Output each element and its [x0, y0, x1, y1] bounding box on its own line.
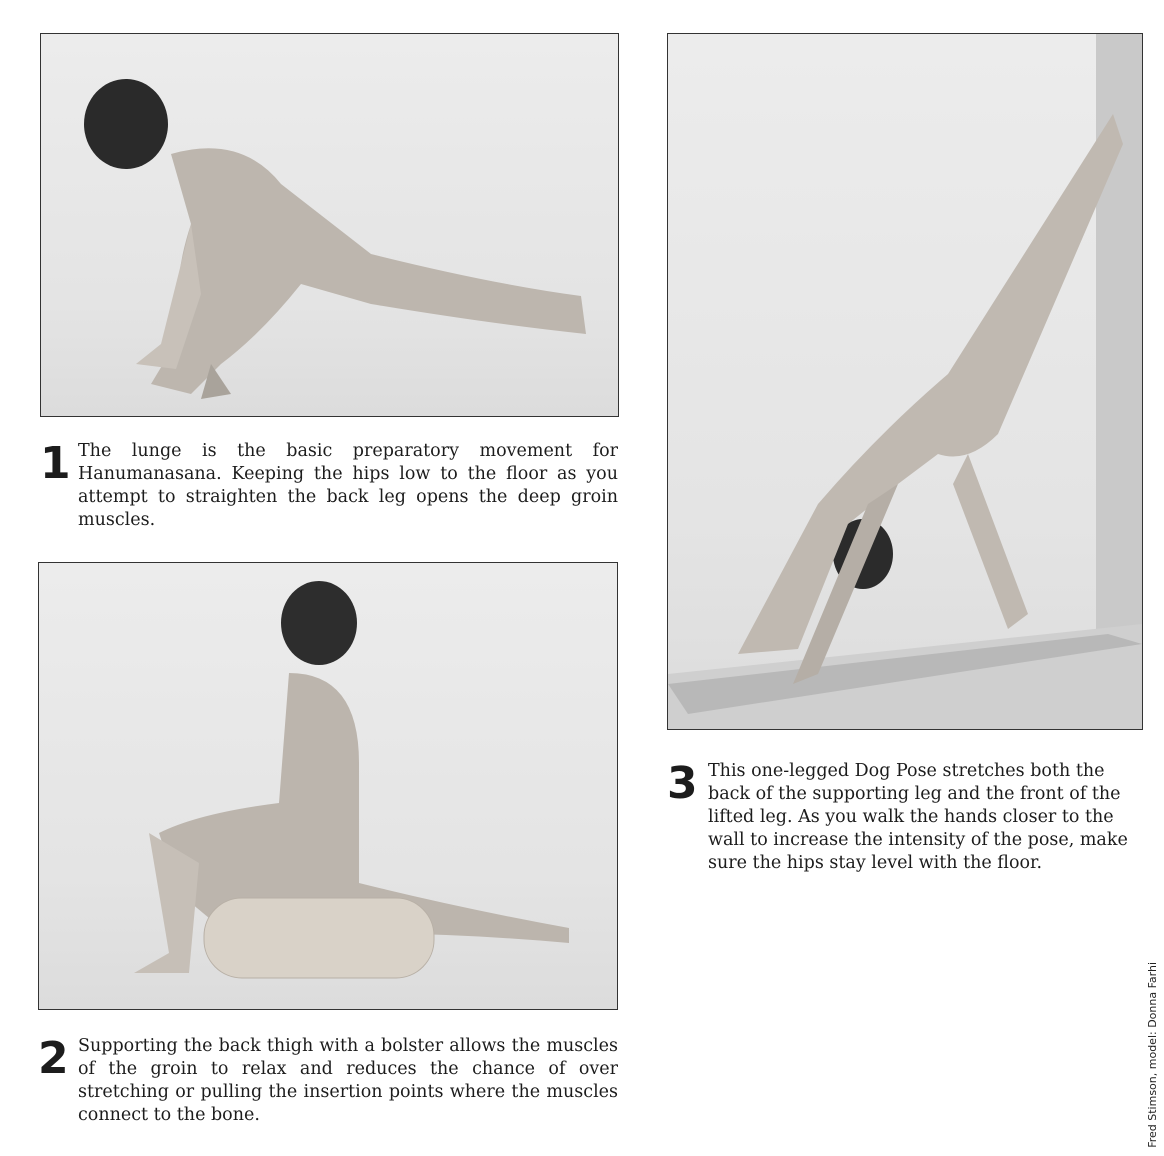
figure-number: 3: [667, 758, 698, 809]
figure-2-caption: [38, 1035, 618, 1127]
photo-one-legged-dog: [667, 33, 1143, 730]
photo-lunge: [40, 33, 619, 417]
photo-bolster-lunge: [38, 562, 618, 1010]
caption-text: The lunge is the basic preparatory movement for Hanumanasana. Keeping the hips low to the floor as you attempt to straighten the back leg opens the deep groin muscles.: [78, 441, 618, 530]
photo-credit: Fred Stimson, model: Donna Farhi: [1146, 962, 1159, 1148]
bolster-figure-illustration: [39, 563, 617, 1009]
caption-text: Supporting the back thigh with a bolster allows the muscles of the groin to relax and reduces the chance of over stretching or pulling the insertion points where the muscles connect to the bone.: [78, 1036, 618, 1125]
dog-pose-figure-illustration: [668, 34, 1142, 729]
figure-number: 2: [38, 1033, 69, 1084]
lunge-figure-illustration: [41, 34, 618, 416]
figure-1-caption: [40, 440, 618, 532]
caption-text: This one-legged Dog Pose stretches both the back of the supporting leg and the front of the lifted leg. As you walk the hands closer to the wall to increase the intensity of the pose, make sure the hips stay level with the floor.: [708, 761, 1128, 873]
figure-3-caption: [667, 760, 1141, 875]
figure-number: 1: [40, 438, 71, 489]
